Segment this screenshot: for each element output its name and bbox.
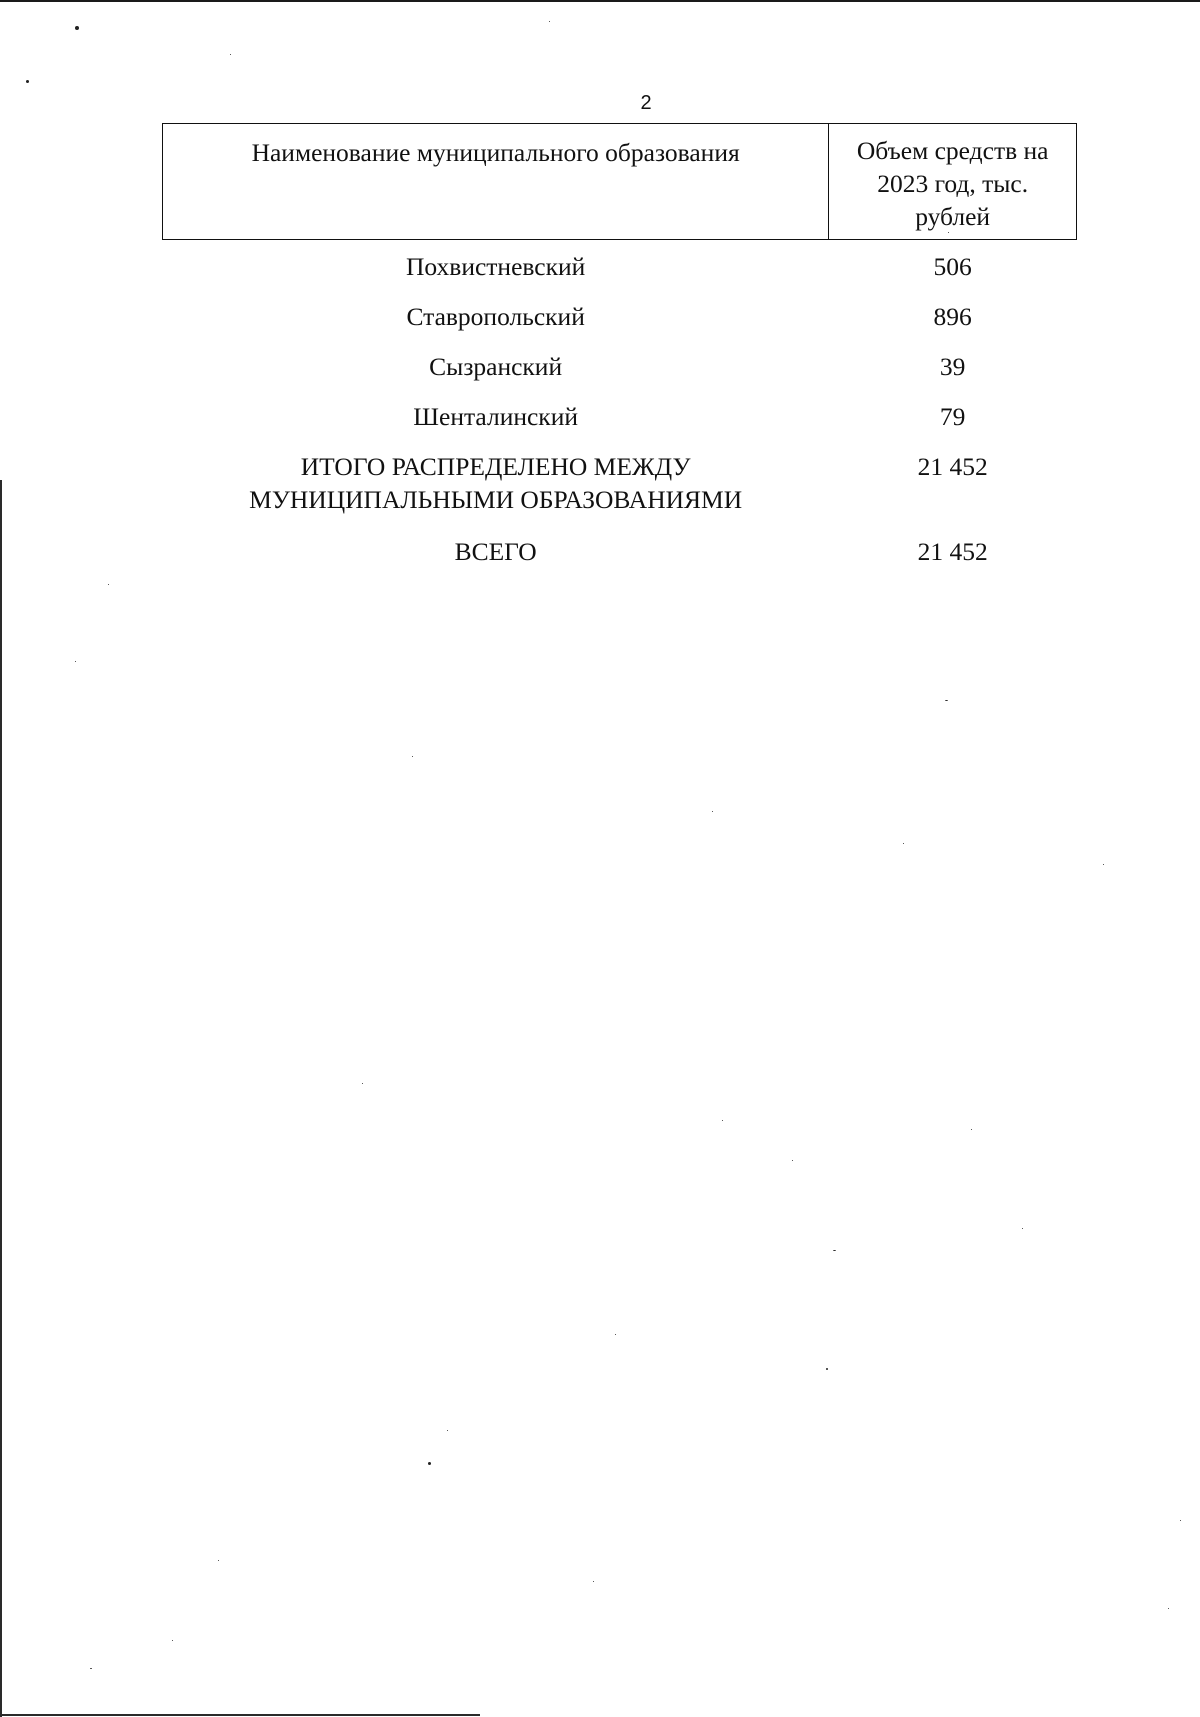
scan-speck — [712, 811, 713, 812]
scan-speck — [826, 1368, 828, 1370]
row-funds-value: 79 — [939, 402, 966, 431]
scan-speck — [412, 756, 413, 757]
row-funds-value: 39 — [939, 352, 966, 381]
scan-speck — [971, 1129, 972, 1130]
scan-bottom-line — [0, 1714, 480, 1716]
row-municipality-name: Шенталинский — [413, 402, 578, 431]
row-funds-value: 506 — [933, 252, 972, 281]
row-municipality-name: Похвистневский — [406, 252, 586, 281]
scan-speck — [447, 1430, 448, 1431]
scan-speck — [792, 1160, 793, 1161]
header-municipality-name: Наименование муниципального образования — [163, 124, 829, 240]
scan-speck — [833, 1250, 836, 1251]
scan-speck — [172, 1640, 173, 1641]
subtotal-value: 21 452 — [917, 452, 988, 481]
scan-speck — [362, 1083, 363, 1084]
scan-speck — [75, 26, 79, 30]
page-number-text: 2 — [640, 92, 652, 114]
scan-speck — [903, 843, 904, 844]
table-header-row — [163, 124, 1077, 240]
table-row — [163, 291, 1077, 341]
scan-speck — [615, 1334, 616, 1335]
table-row — [163, 391, 1077, 441]
allocation-table — [162, 123, 1077, 578]
scan-speck — [428, 1462, 431, 1465]
scan-speck — [1168, 1608, 1169, 1609]
header-funds-2023: Объем средств на 2023 год, тыс. рублей — [829, 124, 1077, 240]
scan-speck — [945, 700, 948, 701]
scan-top-edge — [0, 0, 1200, 2]
row-municipality-name: Сызранский — [429, 352, 563, 381]
table-row — [163, 341, 1077, 391]
scan-speck — [549, 21, 550, 22]
scan-speck — [90, 1668, 92, 1669]
scan-speck — [75, 661, 76, 662]
scan-speck — [722, 1120, 723, 1121]
row-municipality-name: Ставропольский — [406, 302, 585, 331]
total-value: 21 452 — [917, 537, 988, 566]
scan-speck — [1180, 1520, 1181, 1521]
total-label: ВСЕГО — [454, 537, 537, 566]
scan-left-edge — [0, 480, 2, 1717]
scan-speck — [1103, 864, 1104, 865]
scan-speck — [26, 80, 29, 83]
total-row — [163, 526, 1077, 578]
scan-speck — [593, 1581, 594, 1582]
scan-speck — [218, 1560, 219, 1561]
scan-speck — [230, 54, 231, 55]
scan-speck — [108, 584, 109, 585]
page-number — [0, 92, 1200, 115]
subtotal-row — [163, 441, 1077, 526]
subtotal-label: ИТОГО РАСПРЕДЕЛЕНО МЕЖДУ МУНИЦИПАЛЬНЫМИ ОБРАЗОВАНИЯМИ — [249, 452, 743, 514]
row-funds-value: 896 — [933, 302, 972, 331]
table-row — [163, 240, 1077, 292]
scan-speck — [1022, 1228, 1023, 1229]
